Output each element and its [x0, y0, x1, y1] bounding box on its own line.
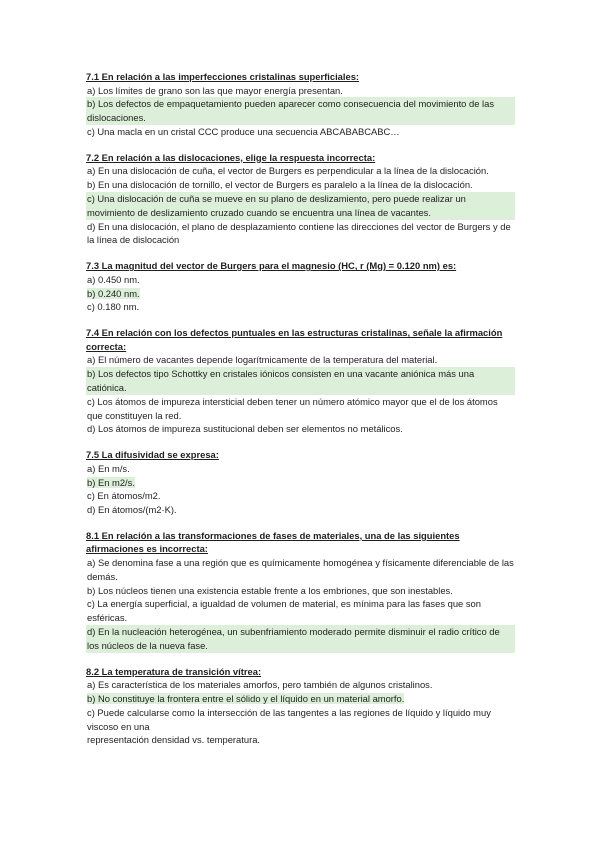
answer-option: d) En átomos/(m2·K). — [87, 504, 177, 516]
answer-option-correct — [86, 476, 515, 490]
question-title: 7.2 En relación a las dislocaciones, elige la respuesta incorrecta: — [86, 151, 376, 163]
answer-option-correct: b) Los defectos tipo Schottky en cristales iónicos consisten en una vacante aniónica más una catiónica. — [86, 367, 515, 395]
answer-option: b) Los núcleos tienen una existencia estable frente a los embriones, que son inestables. — [87, 584, 453, 596]
answer-option: c) 0.180 nm. — [87, 301, 140, 313]
answer-option-correct — [86, 287, 515, 301]
question-block — [86, 529, 515, 653]
answer-option: b) En una dislocación de tornillo, el vector de Burgers es paralelo a la línea de la dislocación. — [87, 179, 473, 191]
answer-option: a) Los límites de grano son las que mayor energía presentan. — [87, 84, 343, 96]
highlighted-answer-text: b) 0.240 nm. — [87, 287, 140, 299]
highlighted-answer-text: b) En m2/s. — [87, 476, 135, 488]
answer-option: c) Los átomos de impureza intersticial deben tener un número atómico mayor que el de los átomos que constituyen la red. — [87, 395, 498, 421]
answer-option: a) En m/s. — [87, 462, 130, 474]
question-block — [86, 665, 515, 748]
question-block — [86, 151, 515, 247]
answer-option-correct: b) Los defectos de empaquetamiento pueden aparecer como consecuencia del movimiento de las dislocaciones. — [86, 97, 515, 125]
answer-option: a) Se denomina fase a una región que es químicamente homogénea y físicamente diferenciable de las demás. — [87, 557, 514, 582]
question-title: 7.1 En relación a las imperfecciones cristalinas superficiales: — [86, 71, 360, 82]
question-block — [86, 448, 515, 517]
question-block — [86, 259, 515, 314]
answer-option: c) Una macla en un cristal CCC produce una secuencia ABCABABCABC… — [87, 125, 400, 137]
answer-option-correct — [86, 692, 515, 706]
answer-option: a) En una dislocación de cuña, el vector de Burgers es perpendicular a la línea de la dislocación. — [87, 165, 489, 177]
question-block — [86, 70, 515, 139]
answer-option: c) La energía superficial, a igualdad de volumen de material, es mínima para las fases que son esféricas. — [87, 598, 481, 624]
answer-option: d) Los átomos de impureza sustitucional deben ser elementos no metálicos. — [87, 423, 403, 435]
answer-option: d) En una dislocación, el plano de desplazamiento contiene las direcciones del vector de Burgers y de la línea de dislocación — [87, 220, 511, 246]
question-title: 7.4 En relación con los defectos puntuales en las estructuras cristalinas, señale la afirmación correcta: — [86, 327, 503, 352]
answer-option: a) El número de vacantes depende logarítmicamente de la temperatura del material. — [87, 354, 438, 366]
question-title: 7.5 La difusividad se expresa: — [86, 449, 219, 461]
question-title: 8.1 En relación a las transformaciones de fases de materiales, una de las siguientes afirmaciones es incorrecta: — [86, 529, 460, 555]
question-title: 7.3 La magnitud del vector de Burgers para el magnesio (HC, r (Mg) = 0.120 nm) es: — [86, 260, 457, 272]
answer-option: a) 0.450 nm. — [87, 273, 140, 285]
answer-option-correct: d) En la nucleación heterogénea, un subenfriamiento moderado permite disminuir el radio crítico de los núcleos de la nueva fase. — [86, 625, 515, 653]
answer-option: c) En átomos/m2. — [87, 490, 161, 502]
answer-option: c) Puede calcularse como la intersección de las tangentes a las regiones de líquido y líquido muy viscoso en una — [87, 706, 491, 732]
answer-option-correct: c) Una dislocación de cuña se mueve en su plano de deslizamiento, pero puede realizar un movimiento de deslizamiento cruzado cuando se encuentra una línea de vacantes. — [86, 192, 515, 220]
question-block — [86, 326, 515, 436]
question-title: 8.2 La temperatura de transición vítrea: — [86, 665, 262, 677]
answer-option: representación densidad vs. temperatura. — [87, 734, 261, 746]
highlighted-answer-text: b) No constituye la frontera entre el sólido y el líquido en un material amorfo. — [87, 693, 405, 705]
answer-option: a) Es característica de los materiales amorfos, pero también de algunos cristalinos. — [87, 679, 433, 691]
